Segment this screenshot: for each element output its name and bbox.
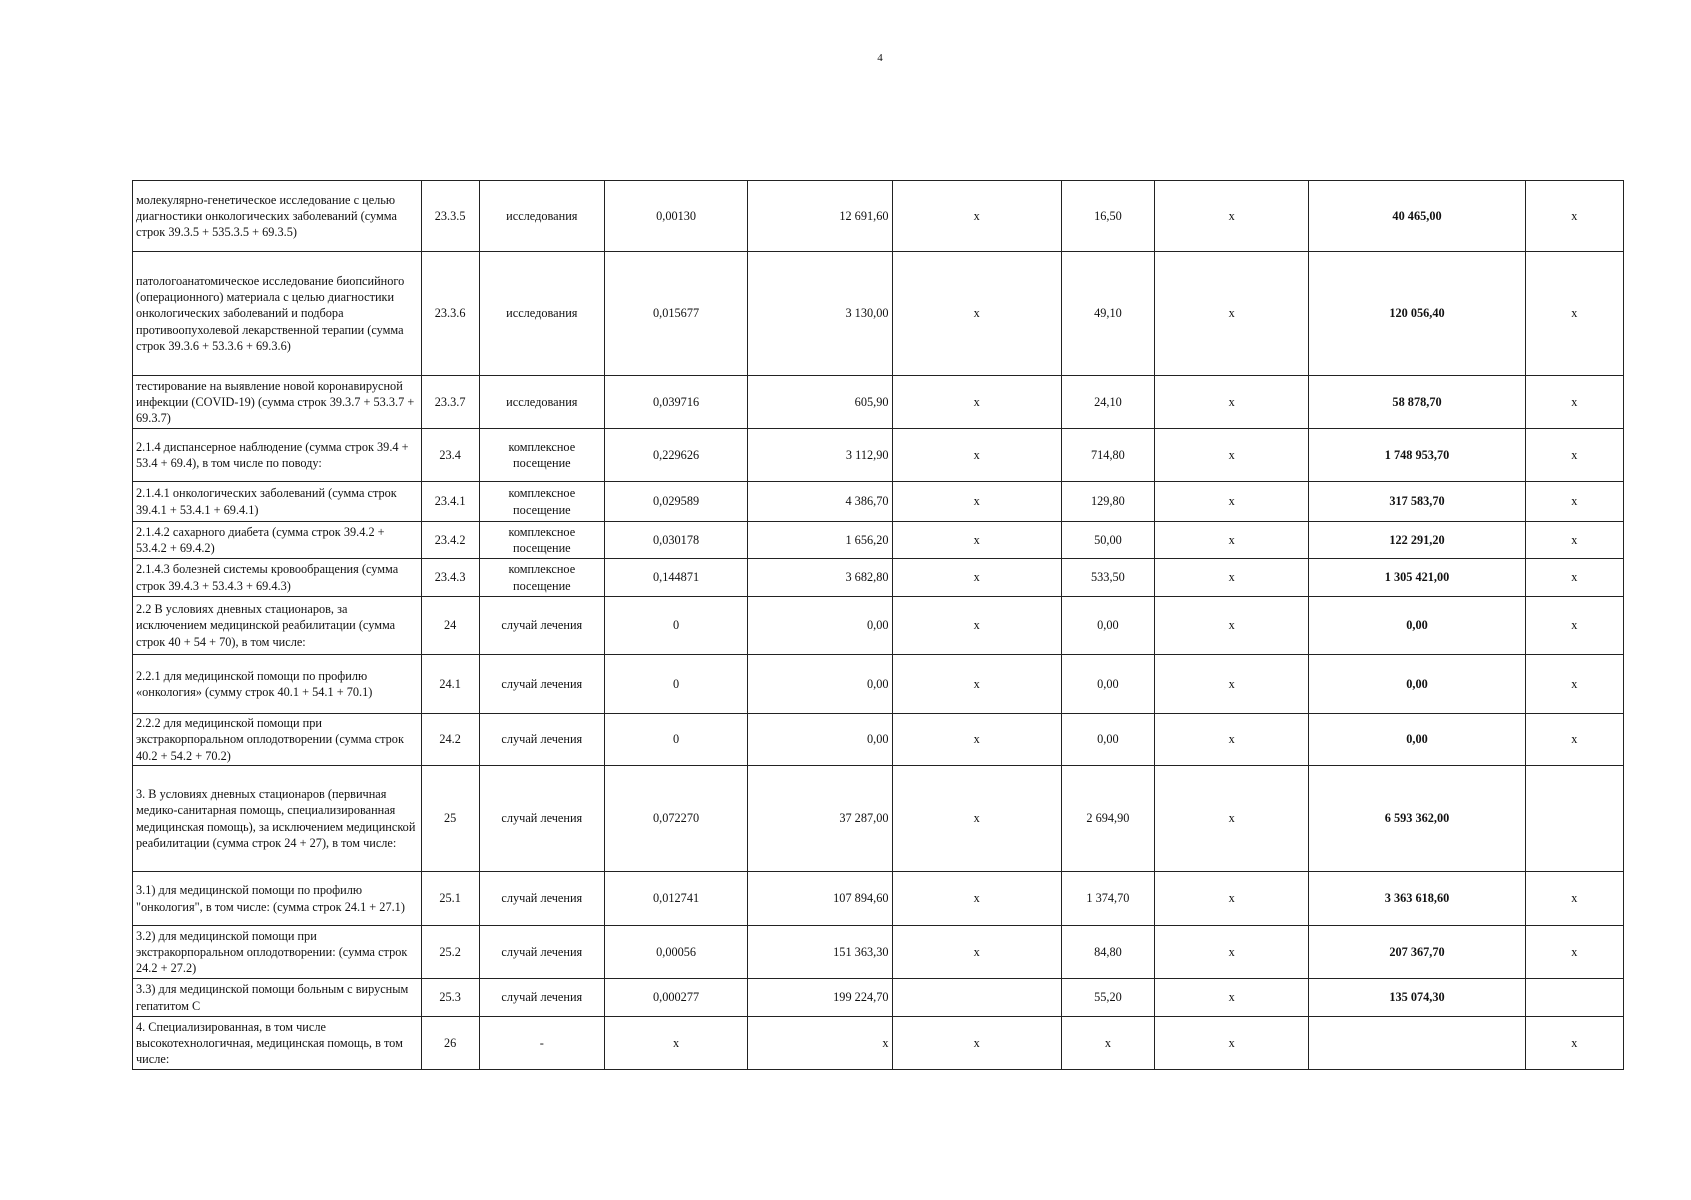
column-6-cell: х: [892, 1017, 1061, 1070]
cost-per-unit-cell: х: [748, 1017, 892, 1070]
financing-table: [132, 180, 1624, 1070]
column-10-cell: х: [1525, 252, 1623, 376]
per-capita-amount-cell: 533,50: [1061, 559, 1154, 597]
column-6-cell: х: [892, 714, 1061, 766]
row-code-cell: 26: [421, 1017, 479, 1070]
per-capita-amount-cell: 16,50: [1061, 181, 1154, 252]
column-8-cell: х: [1155, 597, 1309, 655]
column-6-cell: х: [892, 766, 1061, 872]
unit-of-measure-cell: случай лечения: [479, 979, 604, 1017]
volume-rate-cell: 0,030178: [604, 522, 747, 559]
unit-of-measure-cell: случай лечения: [479, 655, 604, 714]
table-row: [133, 872, 1624, 926]
total-amount-cell: 3 363 618,60: [1309, 872, 1525, 926]
cost-per-unit-cell: 3 682,80: [748, 559, 892, 597]
table-row: [133, 1017, 1624, 1070]
row-code-cell: 24: [421, 597, 479, 655]
column-8-cell: х: [1155, 655, 1309, 714]
column-10-cell: х: [1525, 522, 1623, 559]
column-8-cell: х: [1155, 429, 1309, 482]
unit-of-measure-cell: случай лечения: [479, 872, 604, 926]
row-code-cell: 25.1: [421, 872, 479, 926]
total-amount-cell: 122 291,20: [1309, 522, 1525, 559]
cost-per-unit-cell: 199 224,70: [748, 979, 892, 1017]
volume-rate-cell: 0,015677: [604, 252, 747, 376]
row-code-cell: 23.3.5: [421, 181, 479, 252]
table-row: [133, 429, 1624, 482]
total-amount-cell: 207 367,70: [1309, 926, 1525, 979]
row-code-cell: 24.2: [421, 714, 479, 766]
total-amount-cell: 0,00: [1309, 597, 1525, 655]
column-8-cell: х: [1155, 522, 1309, 559]
row-name-cell: 2.2.1 для медицинской помощи по профилю «онкология» (сумму строк 40.1 + 54.1 + 70.1): [133, 655, 422, 714]
row-name-cell: 3. В условиях дневных стационаров (первичная медико-санитарная помощь, специализированная медицинская помощь), за исключением медицинской реабилитации (сумма строк 24 + 27), в том числе:: [133, 766, 422, 872]
column-10-cell: х: [1525, 482, 1623, 522]
column-10-cell: х: [1525, 181, 1623, 252]
cost-per-unit-cell: 12 691,60: [748, 181, 892, 252]
volume-rate-cell: х: [604, 1017, 747, 1070]
unit-of-measure-cell: комплексное посещение: [479, 559, 604, 597]
total-amount-cell: 6 593 362,00: [1309, 766, 1525, 872]
page-number: 4: [877, 52, 883, 64]
total-amount-cell: 58 878,70: [1309, 376, 1525, 429]
volume-rate-cell: 0: [604, 714, 747, 766]
per-capita-amount-cell: 0,00: [1061, 655, 1154, 714]
column-6-cell: х: [892, 429, 1061, 482]
per-capita-amount-cell: 55,20: [1061, 979, 1154, 1017]
total-amount-cell: 1 305 421,00: [1309, 559, 1525, 597]
cost-per-unit-cell: 4 386,70: [748, 482, 892, 522]
column-10-cell: [1525, 766, 1623, 872]
row-code-cell: 25.3: [421, 979, 479, 1017]
row-name-cell: 2.1.4 диспансерное наблюдение (сумма строк 39.4 + 53.4 + 69.4), в том числе по поводу:: [133, 429, 422, 482]
unit-of-measure-cell: исследования: [479, 376, 604, 429]
row-name-cell: патологоанатомическое исследование биопсийного (операционного) материала с целью диагностики онкологических заболеваний и подбора противоопухолевой лекарственной терапии (сумма строк 39.3.6 + 53.3.6 + 69.3.6): [133, 252, 422, 376]
cost-per-unit-cell: 605,90: [748, 376, 892, 429]
row-name-cell: 3.1) для медицинской помощи по профилю "онкология", в том числе: (сумма строк 24.1 + 27.1): [133, 872, 422, 926]
column-8-cell: х: [1155, 1017, 1309, 1070]
column-10-cell: х: [1525, 1017, 1623, 1070]
cost-per-unit-cell: 0,00: [748, 655, 892, 714]
row-name-cell: 2.1.4.3 болезней системы кровообращения (сумма строк 39.4.3 + 53.4.3 + 69.4.3): [133, 559, 422, 597]
row-code-cell: 23.3.6: [421, 252, 479, 376]
row-name-cell: 2.2 В условиях дневных стационаров, за исключением медицинской реабилитации (сумма строк 40 + 54 + 70), в том числе:: [133, 597, 422, 655]
table-row: [133, 181, 1624, 252]
volume-rate-cell: 0,039716: [604, 376, 747, 429]
column-6-cell: [892, 979, 1061, 1017]
table-row: [133, 597, 1624, 655]
column-10-cell: х: [1525, 926, 1623, 979]
row-code-cell: 24.1: [421, 655, 479, 714]
per-capita-amount-cell: 1 374,70: [1061, 872, 1154, 926]
column-10-cell: х: [1525, 714, 1623, 766]
row-name-cell: 4. Специализированная, в том числе высокотехнологичная, медицинская помощь, в том числе:: [133, 1017, 422, 1070]
table-row: [133, 979, 1624, 1017]
total-amount-cell: 0,00: [1309, 655, 1525, 714]
per-capita-amount-cell: 84,80: [1061, 926, 1154, 979]
table-row: [133, 559, 1624, 597]
table-row: [133, 376, 1624, 429]
total-amount-cell: [1309, 1017, 1525, 1070]
row-name-cell: молекулярно-генетическое исследование с целью диагностики онкологических заболеваний (сумма строк 39.3.5 + 535.3.5 + 69.3.5): [133, 181, 422, 252]
row-code-cell: 25.2: [421, 926, 479, 979]
column-8-cell: х: [1155, 482, 1309, 522]
cost-per-unit-cell: 0,00: [748, 714, 892, 766]
per-capita-amount-cell: 129,80: [1061, 482, 1154, 522]
cost-per-unit-cell: 3 130,00: [748, 252, 892, 376]
table-row: [133, 522, 1624, 559]
per-capita-amount-cell: х: [1061, 1017, 1154, 1070]
cost-per-unit-cell: 37 287,00: [748, 766, 892, 872]
row-name-cell: 2.1.4.2 сахарного диабета (сумма строк 39.4.2 + 53.4.2 + 69.4.2): [133, 522, 422, 559]
column-10-cell: х: [1525, 376, 1623, 429]
row-code-cell: 23.4: [421, 429, 479, 482]
total-amount-cell: 40 465,00: [1309, 181, 1525, 252]
cost-per-unit-cell: 3 112,90: [748, 429, 892, 482]
per-capita-amount-cell: 714,80: [1061, 429, 1154, 482]
column-10-cell: х: [1525, 597, 1623, 655]
column-6-cell: х: [892, 872, 1061, 926]
column-6-cell: х: [892, 181, 1061, 252]
unit-of-measure-cell: случай лечения: [479, 926, 604, 979]
column-8-cell: х: [1155, 559, 1309, 597]
column-6-cell: х: [892, 559, 1061, 597]
column-10-cell: х: [1525, 429, 1623, 482]
unit-of-measure-cell: случай лечения: [479, 597, 604, 655]
per-capita-amount-cell: 0,00: [1061, 714, 1154, 766]
column-8-cell: х: [1155, 766, 1309, 872]
per-capita-amount-cell: 24,10: [1061, 376, 1154, 429]
row-code-cell: 23.3.7: [421, 376, 479, 429]
column-10-cell: х: [1525, 655, 1623, 714]
row-name-cell: 3.2) для медицинской помощи при экстракорпоральном оплодотворении: (сумма строк 24.2 + 27.2): [133, 926, 422, 979]
volume-rate-cell: 0,00056: [604, 926, 747, 979]
total-amount-cell: 1 748 953,70: [1309, 429, 1525, 482]
table-row: [133, 766, 1624, 872]
cost-per-unit-cell: 0,00: [748, 597, 892, 655]
column-10-cell: [1525, 979, 1623, 1017]
column-8-cell: х: [1155, 979, 1309, 1017]
volume-rate-cell: 0,00130: [604, 181, 747, 252]
row-name-cell: 3.3) для медицинской помощи больным с вирусным гепатитом С: [133, 979, 422, 1017]
total-amount-cell: 0,00: [1309, 714, 1525, 766]
column-6-cell: х: [892, 252, 1061, 376]
column-6-cell: х: [892, 655, 1061, 714]
column-8-cell: х: [1155, 252, 1309, 376]
volume-rate-cell: 0: [604, 655, 747, 714]
column-6-cell: х: [892, 522, 1061, 559]
unit-of-measure-cell: комплексное посещение: [479, 522, 604, 559]
volume-rate-cell: 0,000277: [604, 979, 747, 1017]
unit-of-measure-cell: случай лечения: [479, 714, 604, 766]
total-amount-cell: 120 056,40: [1309, 252, 1525, 376]
cost-per-unit-cell: 107 894,60: [748, 872, 892, 926]
per-capita-amount-cell: 0,00: [1061, 597, 1154, 655]
column-8-cell: х: [1155, 926, 1309, 979]
column-6-cell: х: [892, 482, 1061, 522]
unit-of-measure-cell: случай лечения: [479, 766, 604, 872]
row-code-cell: 25: [421, 766, 479, 872]
volume-rate-cell: 0,029589: [604, 482, 747, 522]
column-8-cell: х: [1155, 714, 1309, 766]
column-6-cell: х: [892, 926, 1061, 979]
table-body: [133, 181, 1624, 1070]
cost-per-unit-cell: 151 363,30: [748, 926, 892, 979]
unit-of-measure-cell: исследования: [479, 252, 604, 376]
table-row: [133, 655, 1624, 714]
unit-of-measure-cell: комплексное посещение: [479, 482, 604, 522]
volume-rate-cell: 0: [604, 597, 747, 655]
row-code-cell: 23.4.3: [421, 559, 479, 597]
table-row: [133, 252, 1624, 376]
row-code-cell: 23.4.1: [421, 482, 479, 522]
volume-rate-cell: 0,229626: [604, 429, 747, 482]
row-code-cell: 23.4.2: [421, 522, 479, 559]
per-capita-amount-cell: 2 694,90: [1061, 766, 1154, 872]
column-8-cell: х: [1155, 872, 1309, 926]
table-row: [133, 482, 1624, 522]
column-8-cell: х: [1155, 181, 1309, 252]
table-row: [133, 714, 1624, 766]
volume-rate-cell: 0,012741: [604, 872, 747, 926]
row-name-cell: тестирование на выявление новой коронавирусной инфекции (COVID-19) (сумма строк 39.3.7 + 53.3.7 + 69.3.7): [133, 376, 422, 429]
per-capita-amount-cell: 49,10: [1061, 252, 1154, 376]
unit-of-measure-cell: -: [479, 1017, 604, 1070]
unit-of-measure-cell: исследования: [479, 181, 604, 252]
total-amount-cell: 317 583,70: [1309, 482, 1525, 522]
unit-of-measure-cell: комплексное посещение: [479, 429, 604, 482]
row-name-cell: 2.2.2 для медицинской помощи при экстракорпоральном оплодотворении (сумма строк 40.2 + 54.2 + 70.2): [133, 714, 422, 766]
per-capita-amount-cell: 50,00: [1061, 522, 1154, 559]
volume-rate-cell: 0,072270: [604, 766, 747, 872]
cost-per-unit-cell: 1 656,20: [748, 522, 892, 559]
total-amount-cell: 135 074,30: [1309, 979, 1525, 1017]
table-row: [133, 926, 1624, 979]
row-name-cell: 2.1.4.1 онкологических заболеваний (сумма строк 39.4.1 + 53.4.1 + 69.4.1): [133, 482, 422, 522]
column-6-cell: х: [892, 376, 1061, 429]
column-6-cell: х: [892, 597, 1061, 655]
column-8-cell: х: [1155, 376, 1309, 429]
column-10-cell: х: [1525, 559, 1623, 597]
column-10-cell: х: [1525, 872, 1623, 926]
volume-rate-cell: 0,144871: [604, 559, 747, 597]
